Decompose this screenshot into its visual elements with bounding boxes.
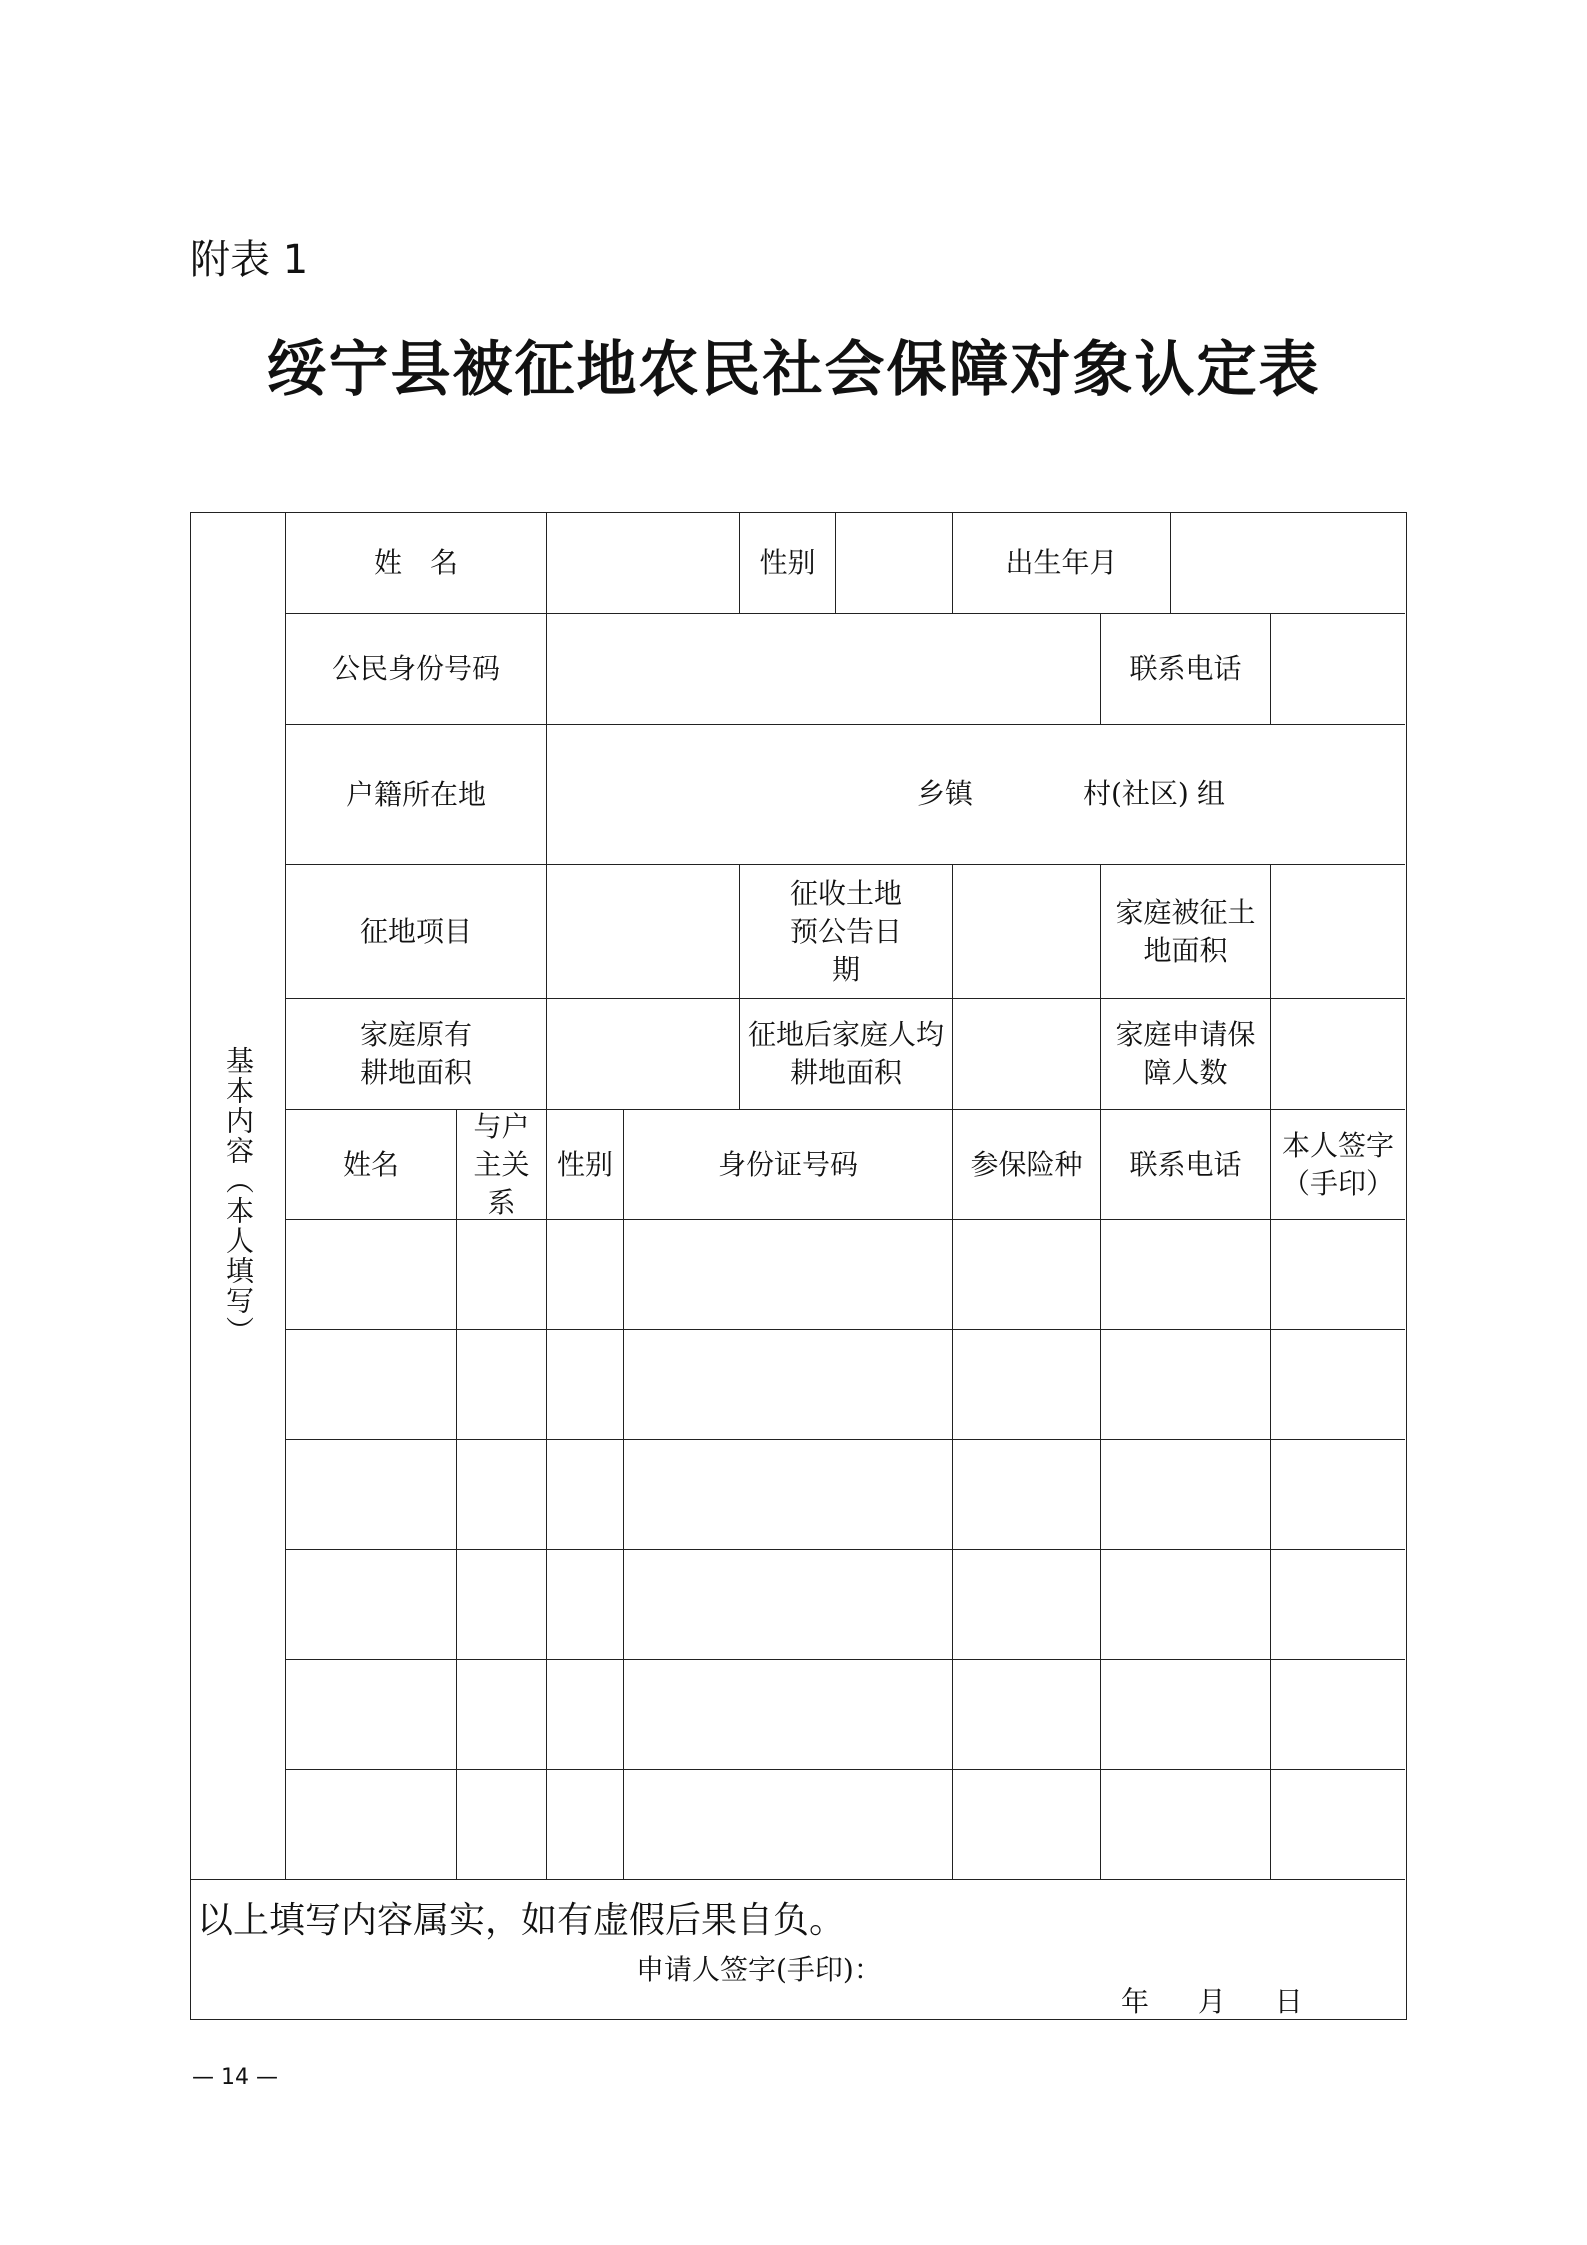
gender-label: 性别 bbox=[740, 513, 836, 614]
member-gender-cell[interactable] bbox=[547, 1220, 624, 1330]
member-id-header: 身份证号码 bbox=[624, 1110, 953, 1220]
page-title: 绥宁县被征地农民社会保障对象认定表 bbox=[266, 335, 1321, 405]
member-gender-cell[interactable] bbox=[547, 1440, 624, 1550]
hukou-label: 户籍所在地 bbox=[286, 725, 547, 865]
group-label: 组 bbox=[1197, 777, 1226, 810]
project-label: 征地项目 bbox=[286, 865, 547, 999]
member-phone-cell[interactable] bbox=[1101, 1770, 1271, 1880]
member-gender-cell[interactable] bbox=[547, 1550, 624, 1660]
member-id-cell[interactable] bbox=[624, 1330, 953, 1440]
member-phone-header: 联系电话 bbox=[1101, 1110, 1271, 1220]
gender-field[interactable] bbox=[836, 513, 953, 614]
apply-count-field[interactable] bbox=[1271, 999, 1405, 1110]
page-number: — 14 — bbox=[192, 2065, 278, 2090]
id-number-field[interactable] bbox=[547, 614, 1101, 725]
family-land-label: 家庭被征土地面积 bbox=[1101, 865, 1271, 999]
member-relation-cell[interactable] bbox=[457, 1770, 547, 1880]
member-phone-cell[interactable] bbox=[1101, 1550, 1271, 1660]
member-signature-header: 本人签字（手印） bbox=[1271, 1110, 1405, 1220]
member-phone-cell[interactable] bbox=[1101, 1220, 1271, 1330]
side-label: 基本内容（本人填写） bbox=[222, 1046, 255, 1346]
member-signature-cell[interactable] bbox=[1271, 1220, 1405, 1330]
member-gender-cell[interactable] bbox=[547, 1330, 624, 1440]
form-table bbox=[190, 512, 1407, 2020]
town-label: 乡镇 bbox=[917, 777, 974, 810]
per-capita-field[interactable] bbox=[953, 999, 1101, 1110]
member-id-cell[interactable] bbox=[624, 1220, 953, 1330]
hukou-field[interactable] bbox=[547, 725, 1405, 865]
member-phone-cell[interactable] bbox=[1101, 1660, 1271, 1770]
notice-date-label: 征收土地预公告日期 bbox=[740, 865, 953, 999]
member-signature-cell[interactable] bbox=[1271, 1660, 1405, 1770]
per-capita-label: 征地后家庭人均耕地面积 bbox=[740, 999, 953, 1110]
member-signature-cell[interactable] bbox=[1271, 1770, 1405, 1880]
birth-label: 出生年月 bbox=[953, 513, 1171, 614]
member-gender-cell[interactable] bbox=[547, 1660, 624, 1770]
member-name-cell[interactable] bbox=[286, 1770, 457, 1880]
member-name-cell[interactable] bbox=[286, 1220, 457, 1330]
member-phone-cell[interactable] bbox=[1101, 1440, 1271, 1550]
member-relation-cell[interactable] bbox=[457, 1330, 547, 1440]
member-gender-header: 性别 bbox=[547, 1110, 624, 1220]
orig-land-label: 家庭原有耕地面积 bbox=[286, 999, 547, 1110]
member-name-cell[interactable] bbox=[286, 1330, 457, 1440]
side-label-cell bbox=[191, 513, 286, 1880]
applicant-signature-label[interactable]: 申请人签字(手印)： bbox=[636, 1953, 882, 1986]
orig-land-field[interactable] bbox=[547, 999, 740, 1110]
member-relation-cell[interactable] bbox=[457, 1550, 547, 1660]
name-label: 姓 名 bbox=[286, 513, 547, 614]
member-relation-cell[interactable] bbox=[457, 1220, 547, 1330]
project-field[interactable] bbox=[547, 865, 740, 999]
family-land-field[interactable] bbox=[1271, 865, 1405, 999]
member-name-cell[interactable] bbox=[286, 1550, 457, 1660]
member-gender-cell[interactable] bbox=[547, 1770, 624, 1880]
member-id-cell[interactable] bbox=[624, 1550, 953, 1660]
member-signature-cell[interactable] bbox=[1271, 1550, 1405, 1660]
annex-label: 附表 1 bbox=[190, 237, 309, 283]
member-insurance-cell[interactable] bbox=[953, 1330, 1101, 1440]
member-signature-cell[interactable] bbox=[1271, 1330, 1405, 1440]
member-insurance-cell[interactable] bbox=[953, 1550, 1101, 1660]
member-insurance-cell[interactable] bbox=[953, 1440, 1101, 1550]
name-field[interactable] bbox=[547, 513, 740, 614]
member-phone-cell[interactable] bbox=[1101, 1330, 1271, 1440]
member-id-cell[interactable] bbox=[624, 1440, 953, 1550]
member-relation-cell[interactable] bbox=[457, 1660, 547, 1770]
declaration-statement: 以上填写内容属实，如有虚假后果自负。 bbox=[197, 1900, 846, 1941]
member-id-cell[interactable] bbox=[624, 1660, 953, 1770]
birth-field[interactable] bbox=[1171, 513, 1405, 614]
phone-field[interactable] bbox=[1271, 614, 1405, 725]
member-name-cell[interactable] bbox=[286, 1660, 457, 1770]
member-insurance-cell[interactable] bbox=[953, 1660, 1101, 1770]
member-insurance-cell[interactable] bbox=[953, 1220, 1101, 1330]
member-relation-cell[interactable] bbox=[457, 1440, 547, 1550]
member-name-header: 姓名 bbox=[286, 1110, 457, 1220]
phone-label: 联系电话 bbox=[1101, 614, 1271, 725]
member-relation-header: 与户主关系 bbox=[457, 1110, 547, 1220]
member-insurance-cell[interactable] bbox=[953, 1770, 1101, 1880]
declaration-area bbox=[191, 1880, 1405, 2020]
apply-count-label: 家庭申请保障人数 bbox=[1101, 999, 1271, 1110]
id-number-label: 公民身份号码 bbox=[286, 614, 547, 725]
declaration-date[interactable]: 年 月 日 bbox=[1121, 1985, 1303, 2018]
village-label: 村(社区) bbox=[1083, 777, 1189, 810]
notice-date-field[interactable] bbox=[953, 865, 1101, 999]
member-name-cell[interactable] bbox=[286, 1440, 457, 1550]
member-id-cell[interactable] bbox=[624, 1770, 953, 1880]
member-insurance-header: 参保险种 bbox=[953, 1110, 1101, 1220]
member-signature-cell[interactable] bbox=[1271, 1440, 1405, 1550]
